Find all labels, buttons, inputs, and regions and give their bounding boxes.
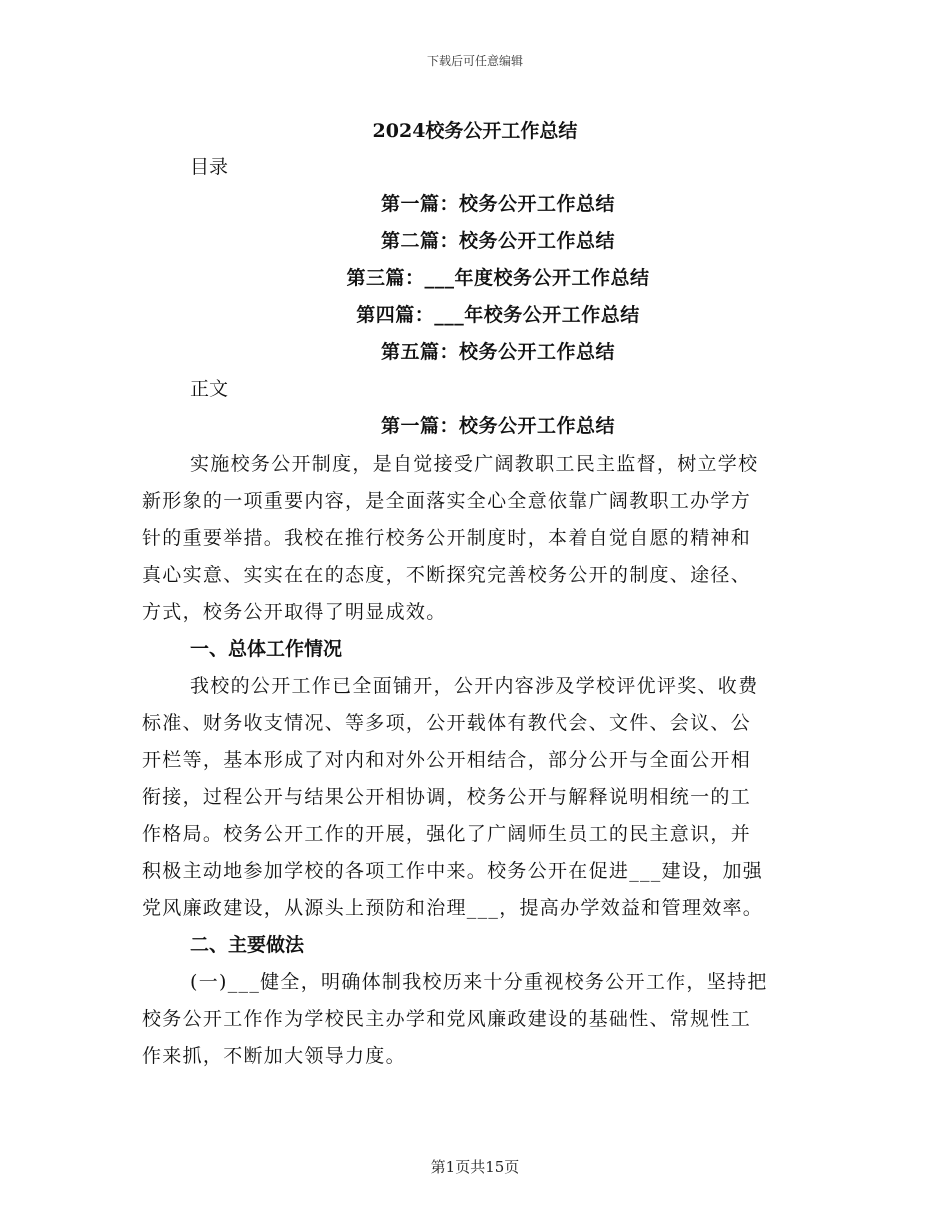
- toc-item-2: 第二篇：校务公开工作总结: [380, 230, 615, 252]
- heading-methods: 二、主要做法: [190, 934, 305, 956]
- intro-line-3: 针的重要举措。我校在推行校务公开制度时，本着自觉自愿的精神和: [142, 527, 752, 549]
- toc-item-1: 第一篇：校务公开工作总结: [380, 193, 615, 215]
- para2-line-3: 作来抓，不断加大领导力度。: [142, 1045, 406, 1067]
- intro-line-1: 实施校务公开制度，是自觉接受广阔教职工民主监督，树立学校: [190, 453, 759, 475]
- toc-label: 目录: [190, 156, 229, 178]
- section-title: 第一篇：校务公开工作总结: [380, 415, 615, 437]
- page-number: 第1页共15页: [430, 1158, 520, 1176]
- para1-line-2: 标准、财务收支情况、等多项，公开载体有教代会、文件、会议、公: [142, 712, 752, 734]
- para1-line-6: 积极主动地参加学校的各项工作中来。校务公开在促进___建设，加强: [142, 860, 764, 882]
- body-label: 正文: [190, 378, 229, 400]
- heading-overall: 一、总体工作情况: [190, 638, 343, 660]
- header-note: 下载后可任意编辑: [426, 54, 523, 68]
- para1-line-1: 我校的公开工作已全面铺开，公开内容涉及学校评优评奖、收费: [190, 675, 759, 697]
- para2-line-2: 校务公开工作作为学校民主办学和党风廉政建设的基础性、常规性工: [142, 1008, 752, 1030]
- para2-line-1: (一)___健全，明确体制我校历来十分重视校务公开工作，坚持把: [190, 971, 768, 993]
- toc-item-5: 第五篇：校务公开工作总结: [380, 341, 615, 363]
- para1-line-4: 衔接，过程公开与结果公开相协调，校务公开与解释说明相统一的工: [142, 786, 752, 808]
- toc-item-3: 第三篇：___年度校务公开工作总结: [346, 267, 650, 289]
- intro-line-2: 新形象的一项重要内容，是全面落实全心全意依靠广阔教职工办学方: [142, 490, 752, 512]
- intro-line-4: 真心实意、实实在在的态度，不断探究完善校务公开的制度、途径、: [142, 564, 752, 586]
- para1-line-3: 开栏等，基本形成了对内和对外公开相结合，部分公开与全面公开相: [142, 749, 752, 771]
- toc-item-4: 第四篇：___年校务公开工作总结: [356, 304, 640, 326]
- para1-line-7: 党风廉政建设，从源头上预防和治理___，提高办学效益和管理效率。: [142, 897, 764, 919]
- para1-line-5: 作格局。校务公开工作的开展，强化了广阔师生员工的民主意识，并: [142, 823, 752, 845]
- intro-line-5: 方式，校务公开取得了明显成效。: [142, 601, 447, 623]
- document-title: 2024校务公开工作总结: [372, 120, 578, 142]
